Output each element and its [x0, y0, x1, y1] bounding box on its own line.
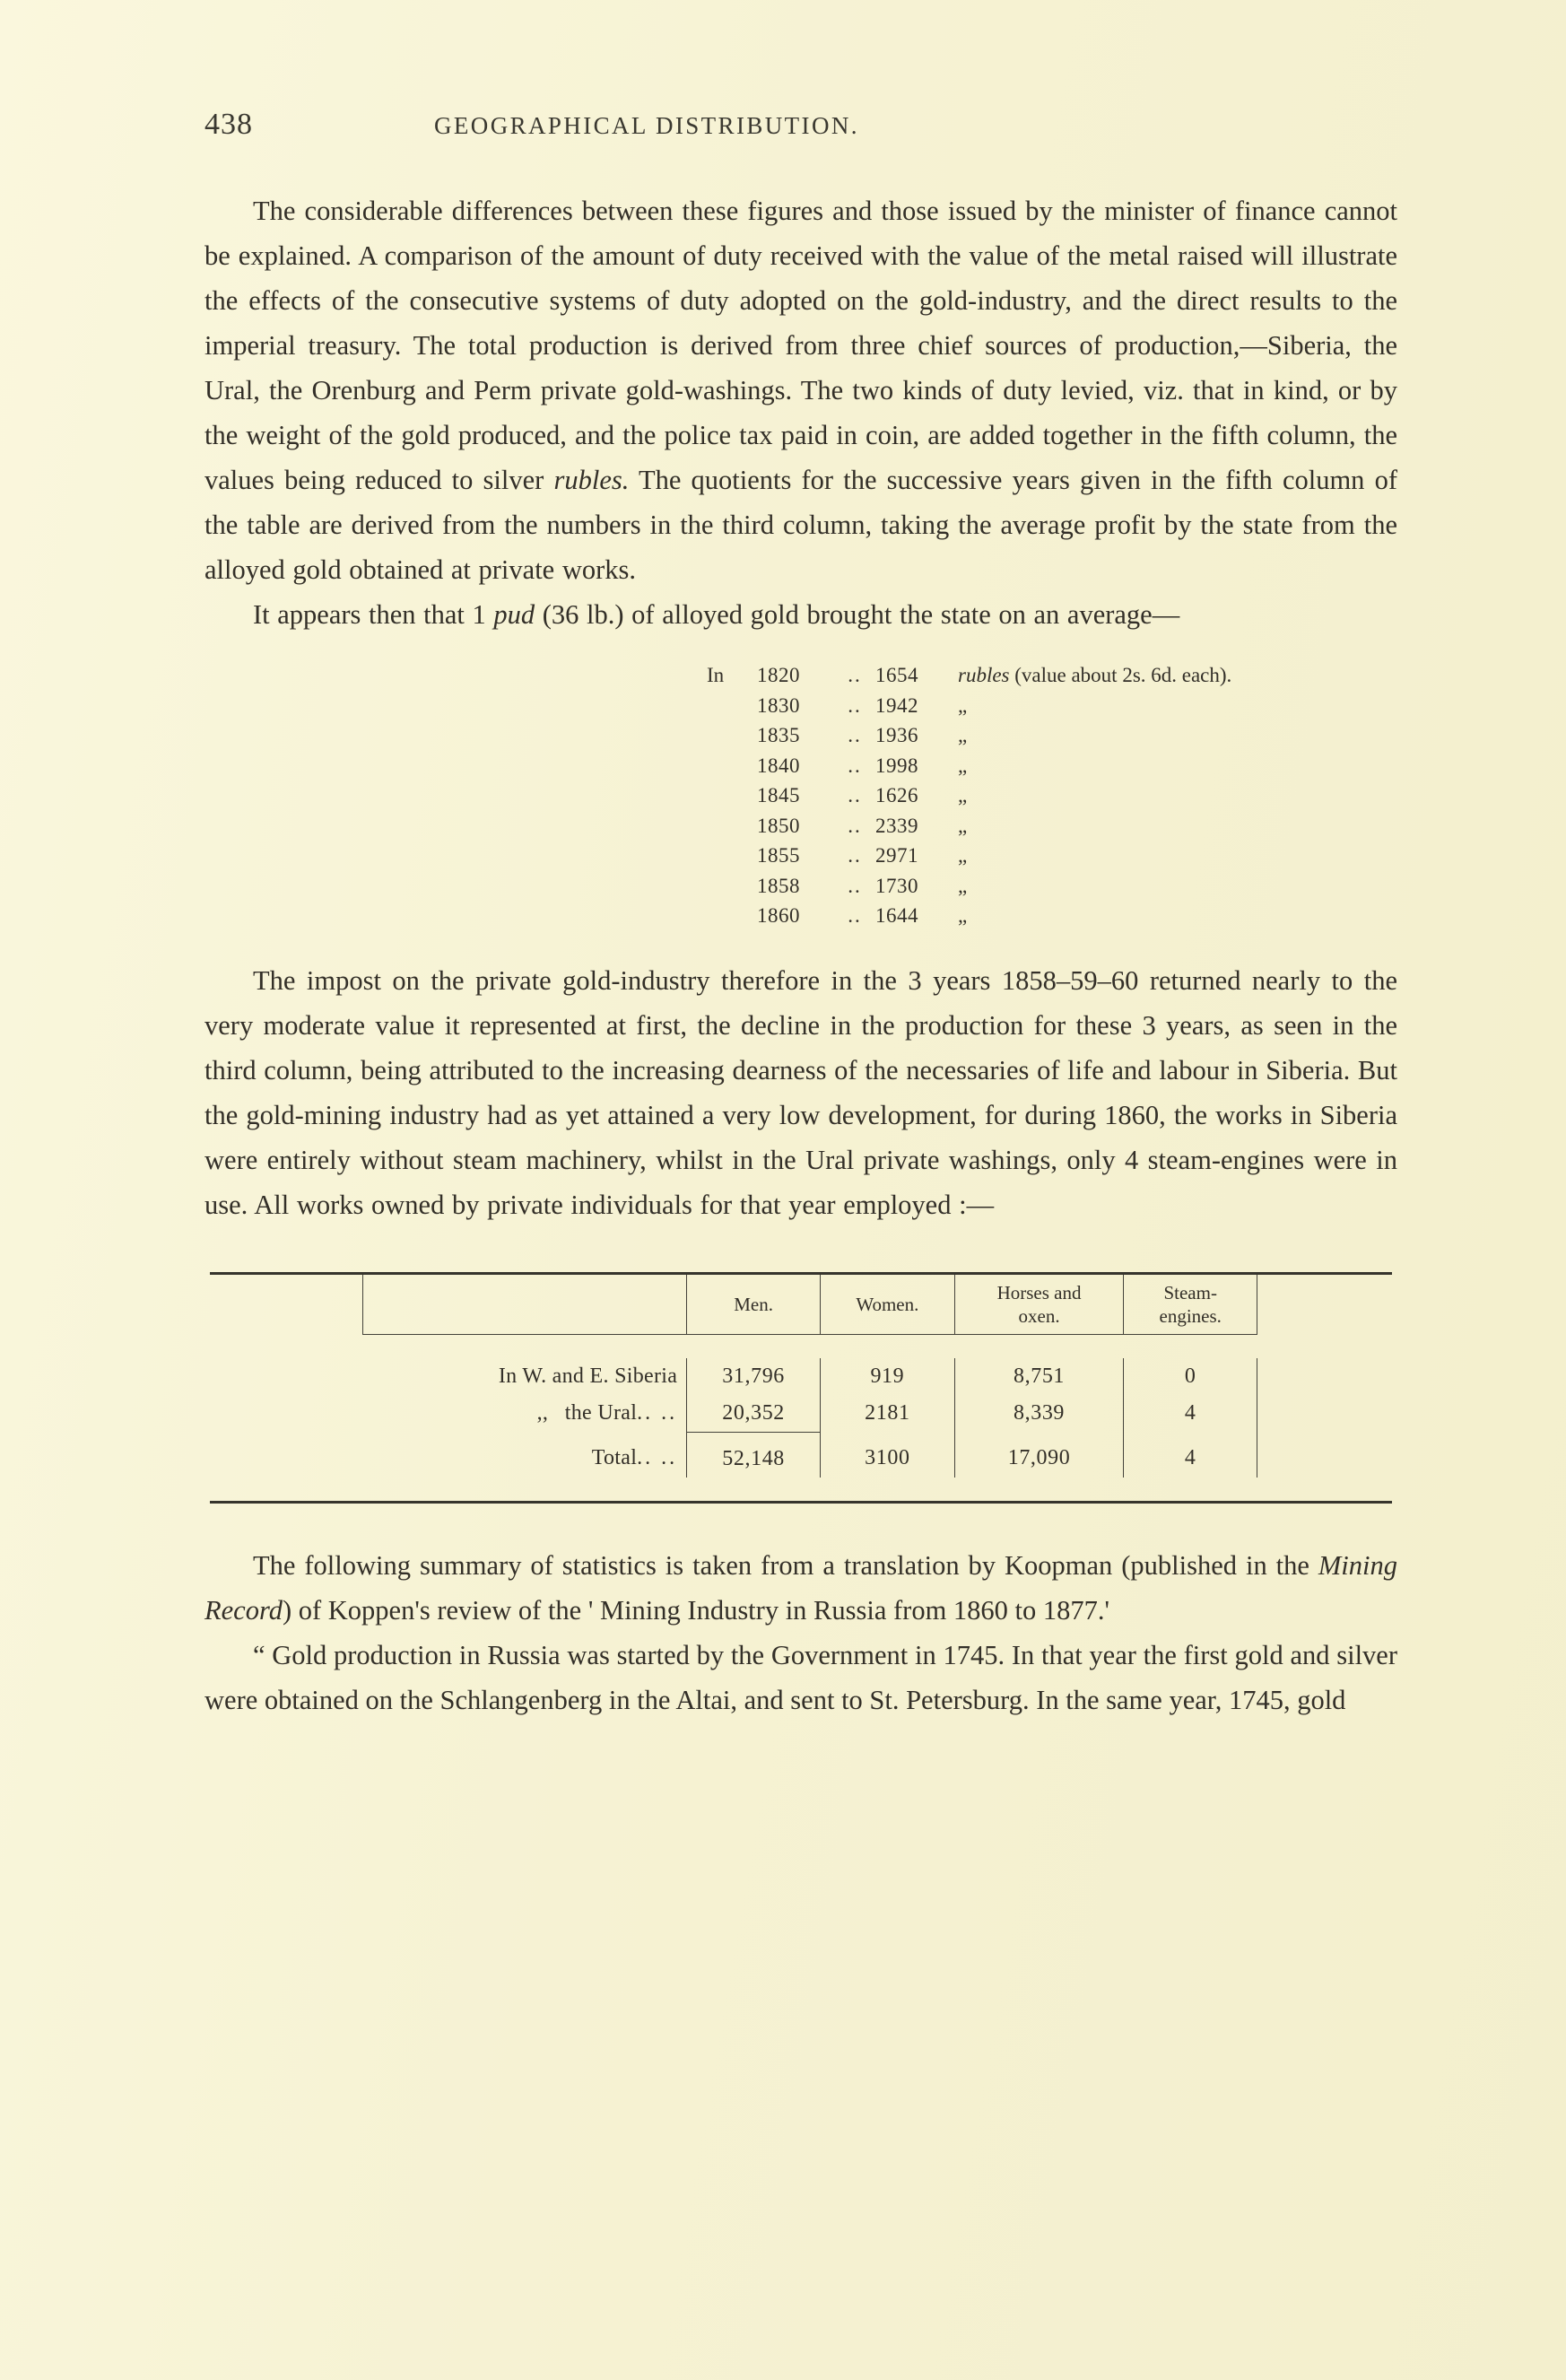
header-women: Women. [821, 1275, 955, 1335]
paragraph-2 [204, 592, 1397, 637]
employment-table [210, 1272, 1392, 1504]
paragraph-4-italic: Mining Record [204, 1549, 1397, 1626]
table-header-row [210, 1275, 1392, 1335]
list-row-note [953, 660, 1231, 691]
cell-steam-total: 4 [1124, 1432, 1257, 1478]
page-content [204, 108, 1397, 1722]
list-row-dots: .. [848, 784, 862, 806]
table-total-row [210, 1432, 1392, 1478]
table-row [210, 1358, 1392, 1395]
table-row [210, 1395, 1392, 1433]
table-bottom-rule [210, 1501, 1392, 1503]
list-row-ditto: „ [958, 904, 968, 927]
list-row-year: 1850 [757, 814, 800, 837]
average-value-list [204, 660, 1397, 931]
row-label-ural [363, 1395, 687, 1433]
table-spacer [210, 1478, 1392, 1501]
list-row-dots: .. [848, 664, 862, 686]
header-blank-label [363, 1275, 687, 1335]
header-men: Men. [687, 1275, 821, 1335]
paragraph-3: The impost on the private gold-industry therefore in the 3 years 1858–59–60 returned nearly to the very moderate value it represented at first, the decline in the production for these 3 years, as seen in the third column, being attributed to the increasing dearness of the necessaries of life and labour in Siberia. But the gold-mining industry had as yet attained a very low development, for during 1860, the works in Siberia were entirely without steam machinery, whilst in the Ural private washings, only 4 steam-engines were in use. All works owned by private individuals for that year employed :— [204, 964, 1397, 1220]
paragraph-1-tail: The quotients for the successive years given in the fifth column of the table are derived from the numbers in the third column, taking the average profit by the state from the alloyed gold obtained at private works. [204, 465, 1397, 585]
list-row-label: In [707, 664, 725, 686]
list-row-year: 1855 [757, 844, 800, 867]
list-row-ditto: „ [958, 693, 968, 717]
list-row-year: 1858 [757, 874, 800, 897]
page-header [204, 108, 1397, 142]
row-label-siberia: In W. and E. Siberia [498, 1364, 678, 1388]
list-row-note-italic: rubles [958, 664, 1010, 686]
row-label-ural-dots: .. .. [637, 1400, 678, 1425]
cell-men-siberia: 31,796 [687, 1358, 821, 1395]
paragraph-1-text: The considerable differences between these figures and those issued by the minister of finance cannot be explained. A comparison of the amount of duty received with the value of the metal raised will illustrate the effects of the consecutive systems of duty adopted on the gold-industry, and the direct results to the imperial treasury. The total production is derived from three chief sources of production,—Siberia, the Ural, the Orenburg and Perm private gold-washings. The two kinds of duty levied, viz. that in kind, or by the weight of the gold produced, and the police tax paid in coin, are added together in the fifth column, the values being reduced to silver [204, 196, 1397, 495]
list-row-dots: .. [848, 754, 862, 777]
list-row-value: 2971 [875, 844, 918, 867]
header-steam-line1: Steam- [1163, 1281, 1217, 1303]
list-row-dots: .. [848, 874, 862, 897]
paragraph-2-italic: pud [493, 599, 535, 630]
list-row-ditto: „ [958, 784, 968, 806]
paragraph-4-text-a: The following summary of statistics is taken from a translation by Koopman (published in the [253, 1549, 1318, 1581]
total-label-text: Total [591, 1446, 638, 1470]
list-row-year: 1820 [757, 664, 800, 686]
cell-steam-siberia: 0 [1124, 1358, 1257, 1395]
header-steam-engines [1124, 1275, 1257, 1335]
list-row-value: 1626 [875, 784, 918, 806]
paragraph-2-text-a: It appears then that 1 [253, 599, 494, 630]
cell-men-total: 52,148 [687, 1432, 821, 1478]
header-blank-left [210, 1275, 363, 1335]
row-blank-right [1257, 1395, 1393, 1433]
list-row-ditto: „ [958, 814, 968, 837]
header-horses-line1: Horses and [996, 1281, 1082, 1303]
list-item [707, 811, 1397, 841]
paragraph-2-text-b: (36 lb.) of alloyed gold brought the state on an average— [535, 599, 1180, 630]
list-row-value: 1644 [875, 904, 918, 927]
list-row-dots: .. [848, 814, 862, 837]
folio-number: 438 [204, 108, 253, 141]
list-row-ditto: „ [958, 874, 968, 897]
list-row-value: 2339 [875, 814, 918, 837]
employment-table-wrapper [204, 1272, 1397, 1504]
cell-horses-total: 17,090 [954, 1432, 1124, 1478]
list-row-dots: .. [848, 724, 862, 746]
list-item [707, 901, 1397, 931]
paragraph-1-italic: rubles. [553, 465, 630, 495]
list-row-value: 1654 [875, 664, 918, 686]
paragraph-4 [204, 1543, 1397, 1633]
list-row-dots: .. [848, 844, 862, 867]
total-label-dots: .. .. [637, 1446, 678, 1470]
row-blank-left [210, 1358, 363, 1395]
list-item [707, 691, 1397, 721]
total-label [363, 1432, 687, 1478]
row-blank-left [210, 1395, 363, 1433]
list-row-ditto: „ [958, 724, 968, 746]
list-item [707, 660, 1397, 691]
row-blank-right [1257, 1358, 1393, 1395]
list-row-value: 1998 [875, 754, 918, 777]
row-label-ural-text: ,, the Ural [536, 1400, 638, 1425]
list-row-year: 1835 [757, 724, 800, 746]
cell-women-siberia: 919 [821, 1358, 955, 1395]
cell-men-ural: 20,352 [687, 1395, 821, 1433]
cell-horses-ural: 8,339 [954, 1395, 1124, 1433]
list-item [707, 871, 1397, 902]
list-item [707, 780, 1397, 811]
list-row-value: 1936 [875, 724, 918, 746]
paragraph-4-text-b: ) of Koppen's review of the ' Mining Industry in Russia from 1860 to 1877.' [282, 1594, 1110, 1626]
list-row-dots: .. [848, 693, 862, 717]
total-blank-right [1257, 1432, 1393, 1478]
cell-women-ural: 2181 [821, 1395, 955, 1433]
cell-women-total: 3100 [821, 1432, 955, 1478]
list-item [707, 720, 1397, 751]
paragraph-5: “ Gold production in Russia was started by the Government in 1745. In that year the first gold and silver were obtained on the Schlangenberg in the Altai, and sent to St. Petersburg. In the same year, 1745, gold [204, 1639, 1397, 1715]
list-row-dots: .. [848, 904, 862, 927]
list-item [707, 751, 1397, 781]
cell-horses-siberia: 8,751 [954, 1358, 1124, 1395]
header-blank-right [1257, 1275, 1393, 1335]
header-horses-oxen [954, 1275, 1124, 1335]
list-row-year: 1860 [757, 904, 800, 927]
list-row-year: 1840 [757, 754, 800, 777]
header-horses-line2: oxen. [1018, 1304, 1060, 1327]
header-steam-line2: engines. [1159, 1304, 1222, 1327]
list-row-year: 1830 [757, 693, 800, 717]
list-row-ditto: „ [958, 754, 968, 777]
running-head: GEOGRAPHICAL DISTRIBUTION. [434, 112, 859, 139]
list-row-value: 1942 [875, 693, 918, 717]
list-row-year: 1845 [757, 784, 800, 806]
list-item [707, 841, 1397, 871]
list-row-note-text: (value about 2s. 6d. each). [1009, 664, 1232, 686]
paragraph-1 [204, 188, 1397, 592]
list-row-ditto: „ [958, 844, 968, 867]
cell-steam-ural: 4 [1124, 1395, 1257, 1433]
table-spacer [210, 1334, 1392, 1358]
total-blank-left [210, 1432, 363, 1478]
list-row-value: 1730 [875, 874, 918, 897]
